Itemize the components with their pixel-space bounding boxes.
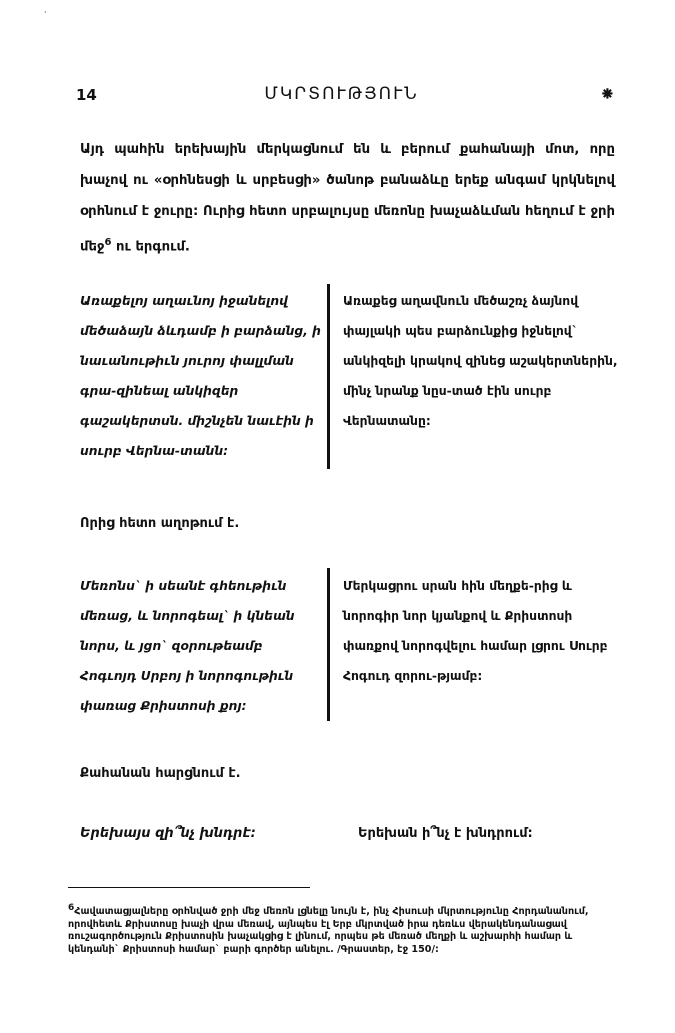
footnote-ref: 6 bbox=[104, 237, 112, 248]
column-divider bbox=[327, 284, 330, 469]
intro-paragraph bbox=[80, 134, 615, 262]
question-classical: Երեխայս զի՞նչ խնդրէ: bbox=[80, 826, 256, 841]
block1-armenian-classical: Առաքելոյ աղաւնոյ իջանելով մեծաձայն ձևդամբ ի բարձանց, ի նաւանութիւն յուրոյ փալլման գրա-զինեալ անկիզեր գաշակերտսն. միշնչեն նաւէին ի սուրբ Վերնա-տանն: bbox=[80, 294, 321, 458]
mid-text-1: Որից հետո աղոթում է. bbox=[80, 516, 240, 531]
star-icon: ⁕ bbox=[599, 84, 615, 105]
block1-armenian-modern: Առաքեց աղավնուն մեծաշռչ ձայնով փայլակի պես բարձունքից իջնելով` անկիզելի կրակով զինեց աշակերտներին, մինչ նրանք նըս-տած էին սուրբ Վերնատանը: bbox=[343, 294, 618, 428]
block2-armenian-classical: Մեռոնս` ի սեանէ գհեութիւն մեռաց, և նորոգեալ` ի կնեան նորս, և յցո` զօրութեամբ Հոգւոյդ Սրբոյ ի նորոգութիւն փառաց Քրիստոսի քոյ: bbox=[80, 579, 295, 713]
intro-text-end: ու երգում. bbox=[111, 239, 190, 255]
intro-text: Այդ պահին երեխային մերկացնում են և բերում քահանայի մոտ, որը խաչով ու «օրհնեսցի և սրբեսցի» ծանոթ բանաձևը երեք անգամ կրկնելով օրհնում է ջուրը: Ուրից հետո սրբալույսը մեռոնը խաչաձևման հեղում է ջրի մեջ bbox=[80, 142, 615, 255]
page-header bbox=[68, 84, 615, 110]
column-divider bbox=[327, 568, 330, 721]
footnote-rule bbox=[68, 887, 310, 888]
corner-mark: · bbox=[44, 8, 47, 17]
question-modern: Երեխան ի՞նչ է խնդրում: bbox=[358, 826, 533, 841]
footnote-number: 6 bbox=[68, 903, 75, 913]
block2-armenian-modern: Մերկացրու սրան հին մեղքե-րից և նորոգիր նոր կյանքով և Քրիստոսի փառքով նորոգվելու համար լցրու Սուրբ Հոգուդ զորու-թյամբ: bbox=[343, 579, 608, 683]
footnote bbox=[68, 902, 618, 957]
mid-text-2: Քահանան հարցնում է. bbox=[80, 766, 241, 781]
footnote-text: Հավատացյալները օրհնված ջրի մեջ մեռոն լցնելը նույն է, ինչ Հիսուսի մկրտությունը Հորդանանում, որովհետև Քրիստոսը խաչի վրա մեռավ, այնպես էլ Երբ մկրտված իրա դեռևս վերակենդանացավ ռուշագործություն Քրիստոսին խաչակցից է լինում, որպես թե մեռած մեղքի և աշխարհի համար և կենդանի` Քրիստոսի համար` բարի գործեր անելու. /Գրաստեր, էջ 150/: bbox=[68, 906, 589, 955]
page-title: ՄԿՐՏՈՒԹՅՈՒՆ bbox=[264, 84, 419, 104]
page-number: 14 bbox=[76, 86, 97, 104]
